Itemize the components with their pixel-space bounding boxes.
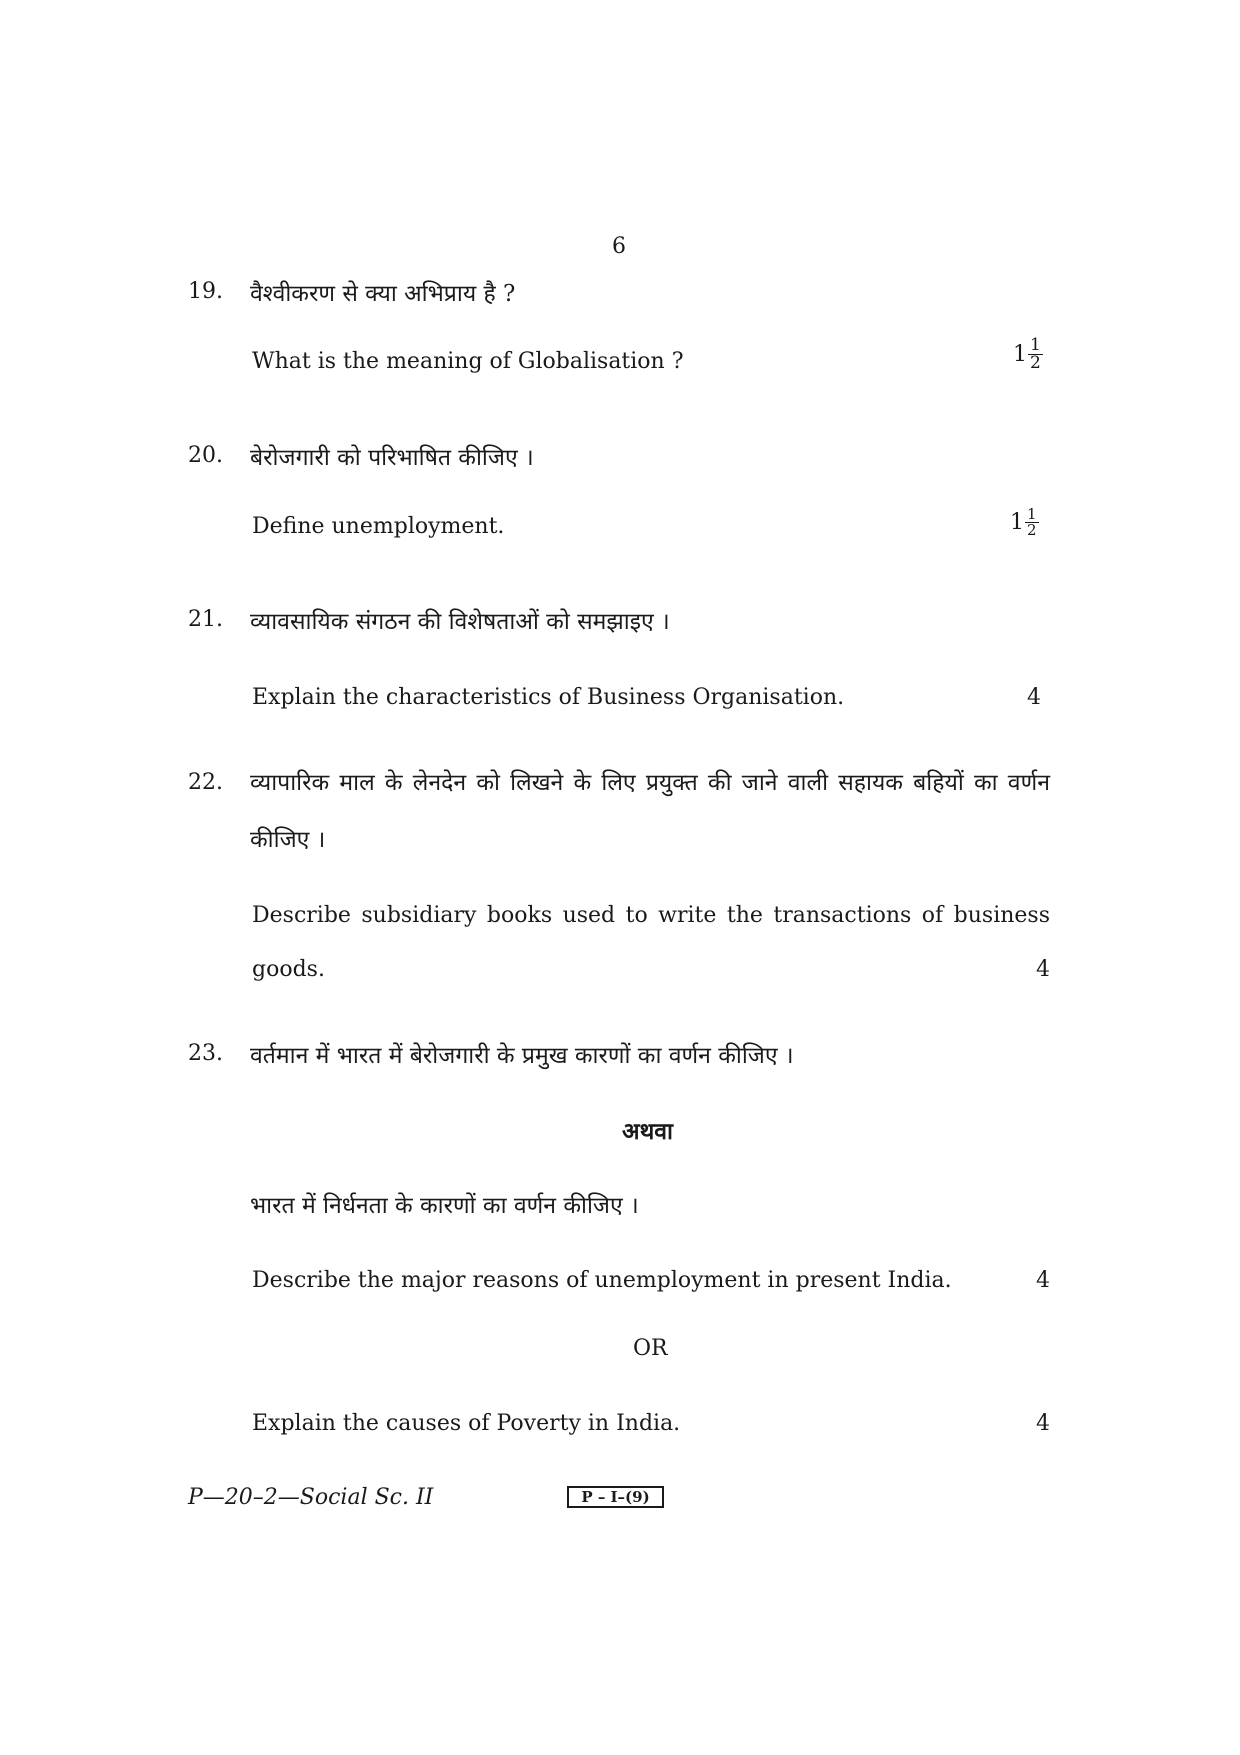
question-21-english: Explain the characteristics of Business Organisation.	[252, 685, 845, 710]
question-22-english-line-1: Describe subsidiary books used to write the transactions of business	[252, 903, 1050, 928]
paper-code: P—20–2—Social Sc. II	[188, 1485, 434, 1510]
marks-denominator: 2	[1027, 521, 1037, 539]
question-23-hindi-or: अथवा	[622, 1118, 674, 1145]
question-23-english-or: OR	[633, 1336, 668, 1361]
question-23-number: 23.	[188, 1041, 223, 1066]
question-23-english: Describe the major reasons of unemployment in present India.	[252, 1268, 952, 1293]
question-22-marks: 4	[1036, 957, 1050, 982]
marks-whole: 1	[1013, 342, 1027, 367]
question-20-number: 20.	[188, 443, 223, 468]
question-23-english-alternative: Explain the causes of Poverty in India.	[252, 1411, 681, 1436]
question-19-english: What is the meaning of Globalisation ?	[252, 349, 684, 374]
question-20-english: Define unemployment.	[252, 514, 505, 539]
marks-denominator: 2	[1030, 353, 1041, 373]
question-19-hindi: वैश्वीकरण से क्या अभिप्राय है ?	[250, 281, 516, 307]
paper-set-box: P – I–(9)	[567, 1486, 664, 1508]
question-21-number: 21.	[188, 607, 223, 632]
question-19-marks	[1013, 337, 1043, 372]
question-23-marks: 4	[1036, 1268, 1050, 1293]
question-22-number: 22.	[188, 770, 223, 795]
page-number: 6	[612, 234, 626, 259]
question-20-hindi: बेरोजगारी को परिभाषित कीजिए ।	[250, 445, 534, 471]
question-22-hindi-line-1: व्यापारिक माल के लेनदेन को लिखने के लिए प्रयुक्त की जाने वाली सहायक बहियों का वर्णन	[250, 770, 1050, 796]
question-23-hindi-alternative: भारत में निर्धनता के कारणों का वर्णन कीजिए ।	[250, 1193, 639, 1219]
marks-numerator: 1	[1030, 335, 1041, 355]
question-23-hindi: वर्तमान में भारत में बेरोजगारी के प्रमुख कारणों का वर्णन कीजिए ।	[250, 1043, 794, 1069]
question-22-english-line-2: goods.	[252, 957, 325, 982]
question-23-alternative-marks: 4	[1036, 1411, 1050, 1436]
question-21-hindi: व्यावसायिक संगठन की विशेषताओं को समझाइए ।	[250, 609, 670, 635]
question-21-marks: 4	[1027, 685, 1041, 710]
marks-whole: 1	[1010, 510, 1024, 535]
question-22-hindi-line-2: कीजिए ।	[250, 827, 326, 853]
marks-numerator: 1	[1027, 505, 1037, 523]
question-19-number: 19.	[188, 279, 223, 304]
question-20-marks	[1010, 507, 1039, 538]
